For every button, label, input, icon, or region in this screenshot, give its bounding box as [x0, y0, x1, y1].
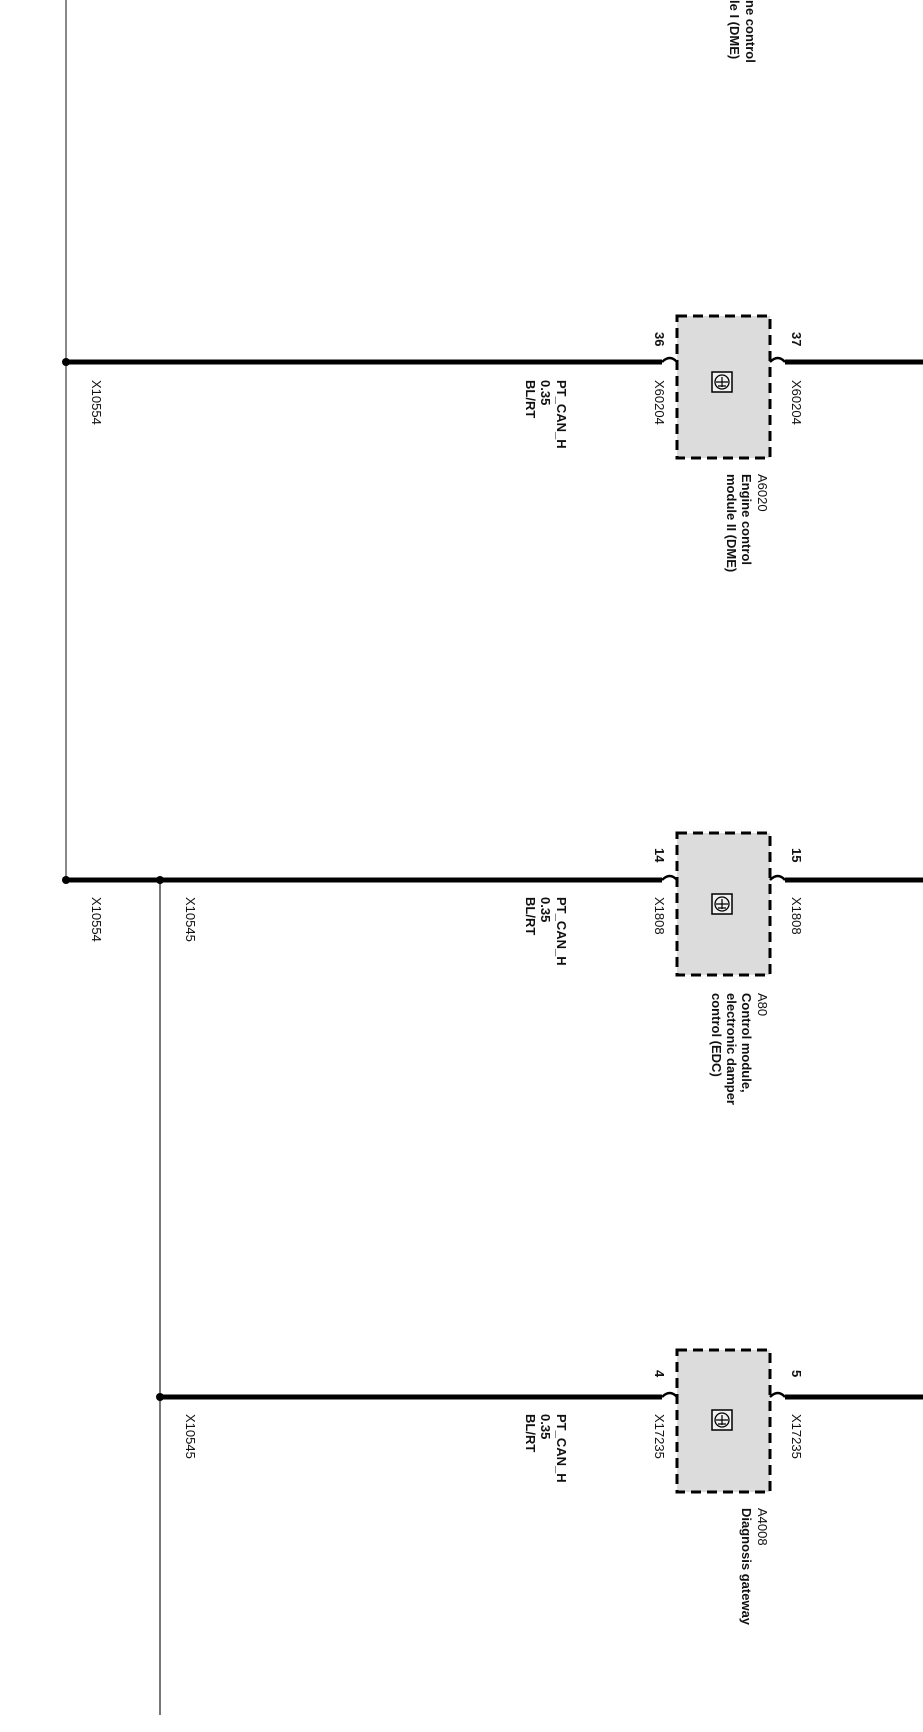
pin-number-right-a4008: 5	[789, 1370, 804, 1378]
splice-label-a6020: X10554	[89, 380, 104, 425]
connector-id-left-a80: X1808	[652, 897, 667, 935]
pin-number-left-a80: 14	[652, 848, 667, 863]
module-id-a6020: A6020	[755, 474, 770, 512]
pin-number-left-a6020: 36	[652, 332, 667, 347]
wire-color-a4008: BL/RT	[523, 1414, 538, 1453]
module-id-a4008: A4008	[755, 1508, 770, 1546]
splice-node-x10545-b	[156, 1393, 164, 1401]
splice2-label-a80: X10545	[183, 897, 198, 942]
partial-module-label-line-3: le I (DME)	[727, 0, 742, 60]
pin-connector-right-a6020	[770, 358, 785, 362]
pin-connector-left-a6020	[662, 358, 677, 362]
splice-label-a4008: X10545	[183, 1414, 198, 1459]
wire-signal-a4008: PT_CAN_H	[554, 1414, 569, 1483]
circuit-a6020	[62, 316, 923, 572]
module-name-a80-line-3: control (EDC)	[709, 993, 724, 1077]
connector-id-right-a80: X1808	[789, 897, 804, 935]
ground-icon	[712, 894, 732, 914]
wire-color-a80: BL/RT	[523, 897, 538, 936]
module-name-a4008-line-1: Diagnosis gateway	[739, 1508, 754, 1626]
pin-connector-right-a80	[770, 876, 785, 880]
pin-number-right-a6020: 37	[789, 332, 804, 347]
splice-node-x10545-a	[156, 876, 164, 884]
connector-id-left-a4008: X17235	[652, 1414, 667, 1459]
pin-number-right-a80: 15	[789, 848, 804, 863]
connector-id-right-a6020: X60204	[789, 380, 804, 425]
circuit-a80	[62, 833, 923, 1105]
module-id-a80: A80	[755, 993, 770, 1017]
circuit-a4008	[156, 1350, 923, 1626]
module-name-a6020-line-2: module II (DME)	[724, 474, 739, 573]
wire-gauge-a80: 0.35	[538, 897, 553, 923]
pin-connector-left-a80	[662, 876, 677, 880]
pin-connector-left-a4008	[662, 1393, 677, 1397]
wire-gauge-a6020: 0.35	[538, 380, 553, 406]
connector-id-right-a4008: X17235	[789, 1414, 804, 1459]
connector-id-left-a6020: X60204	[652, 380, 667, 425]
pin-number-left-a4008: 4	[652, 1370, 667, 1378]
wire-signal-a6020: PT_CAN_H	[554, 380, 569, 449]
pin-connector-right-a4008	[770, 1393, 785, 1397]
wire-gauge-a4008: 0.35	[538, 1414, 553, 1440]
partial-module-label-line-2: ne control	[743, 0, 758, 63]
wire-signal-a80: PT_CAN_H	[554, 897, 569, 966]
module-name-a80-line-1: Control module,	[739, 993, 754, 1093]
splice-node-x10554-a	[62, 358, 70, 366]
splice-label-a80: X10554	[89, 897, 104, 942]
ground-icon	[712, 372, 732, 392]
module-name-a80-line-2: electronic damper	[724, 993, 739, 1105]
wire-color-a6020: BL/RT	[523, 380, 538, 419]
ground-icon	[712, 1410, 732, 1430]
splice-node-x10554-b	[62, 876, 70, 884]
partial-module-label	[727, 0, 774, 63]
module-name-a6020-line-1: Engine control	[739, 474, 754, 565]
